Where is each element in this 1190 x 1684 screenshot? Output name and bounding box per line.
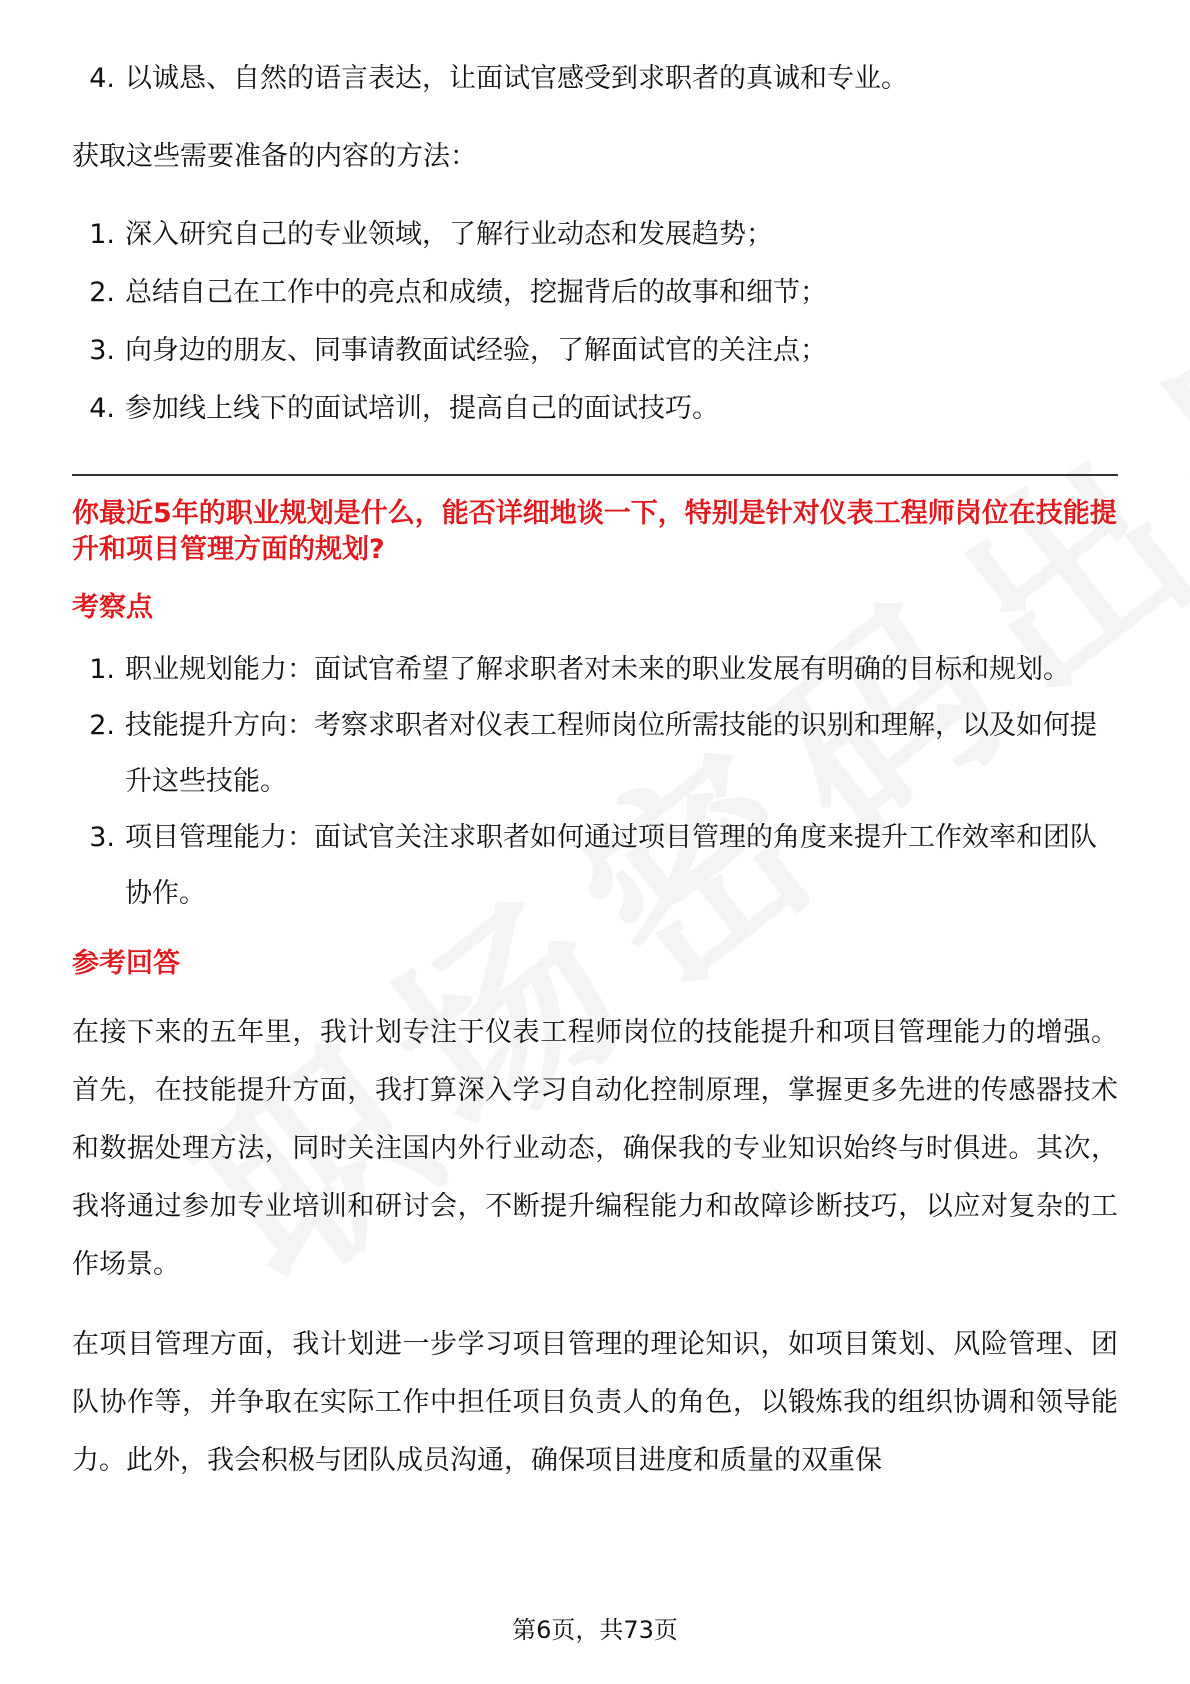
methods-list (72, 206, 1118, 438)
list-item-number: 4. (89, 393, 115, 424)
answer-paragraph: 在项目管理方面，我计划进一步学习项目管理的理论知识，如项目策划、风险管理、团队协作等，并争取在实际工作中担任项目负责人的角色，以锻炼我的组织协调和领导能力。此外，我会积极与团队成员沟通，确保项目进度和质量的双重保 (72, 1329, 1118, 1476)
list-item (72, 810, 1118, 922)
list-item-number: 2. (89, 710, 115, 741)
list-item-text: 向身边的朋友、同事请教面试经验，了解面试官的关注点； (125, 335, 827, 366)
page-number-footer: 第6页，共73页 (512, 1616, 678, 1644)
exam-points-title: 考察点 (72, 592, 153, 623)
list-item-text: 技能提升方向：考察求职者对仪表工程师岗位所需技能的识别和理解，以及如何提升这些技能。 (125, 710, 1097, 797)
answer-paragraph: 在接下来的五年里，我计划专注于仪表工程师岗位的技能提升和项目管理能力的增强。首先，在技能提升方面，我打算深入学习自动化控制原理，掌握更多先进的传感器技术和数据处理方法，同时关注国内外行业动态，确保我的专业知识始终与时俱进。其次，我将通过参加专业培训和研讨会，不断提升编程能力和故障诊断技巧，以应对复杂的工作场景。 (72, 1017, 1118, 1280)
methods-heading: 获取这些需要准备的内容的方法： (72, 141, 477, 172)
list-item-text: 总结自己在工作中的亮点和成绩，挖掘背后的故事和细节； (125, 277, 827, 308)
list-item (72, 642, 1118, 698)
page-content (72, 52, 1118, 1490)
reference-answer-title: 参考回答 (72, 948, 180, 979)
section-divider (72, 474, 1118, 476)
list-item-text: 深入研究自己的专业领域，了解行业动态和发展趋势； (125, 219, 773, 250)
exam-points-list (72, 642, 1118, 922)
list-item-number: 2. (89, 277, 115, 308)
list-item-number: 3. (89, 822, 115, 853)
interview-question: 你最近5年的职业规划是什么，能否详细地谈一下，特别是针对仪表工程师岗位在技能提升和项目管理方面的规划? (72, 498, 1117, 565)
list-item (72, 206, 1118, 264)
list-item (72, 322, 1118, 380)
list-item-text: 职业规划能力：面试官希望了解求职者对未来的职业发展有明确的目标和规划。 (125, 654, 1070, 685)
list-item-number: 4. (89, 63, 115, 94)
list-item (72, 50, 1118, 108)
list-item-number: 1. (89, 219, 115, 250)
list-item (72, 264, 1118, 322)
list-item (72, 698, 1118, 810)
list-item (72, 380, 1118, 438)
list-item-text: 以诚恳、自然的语言表达，让面试官感受到求职者的真诚和专业。 (125, 63, 908, 94)
list-item-number: 1. (89, 654, 115, 685)
list-item-text: 项目管理能力：面试官关注求职者如何通过项目管理的角度来提升工作效率和团队协作。 (125, 822, 1097, 909)
preparation-list-tail (72, 50, 1118, 108)
list-item-number: 3. (89, 335, 115, 366)
list-item-text: 参加线上线下的面试培训，提高自己的面试技巧。 (125, 393, 719, 424)
